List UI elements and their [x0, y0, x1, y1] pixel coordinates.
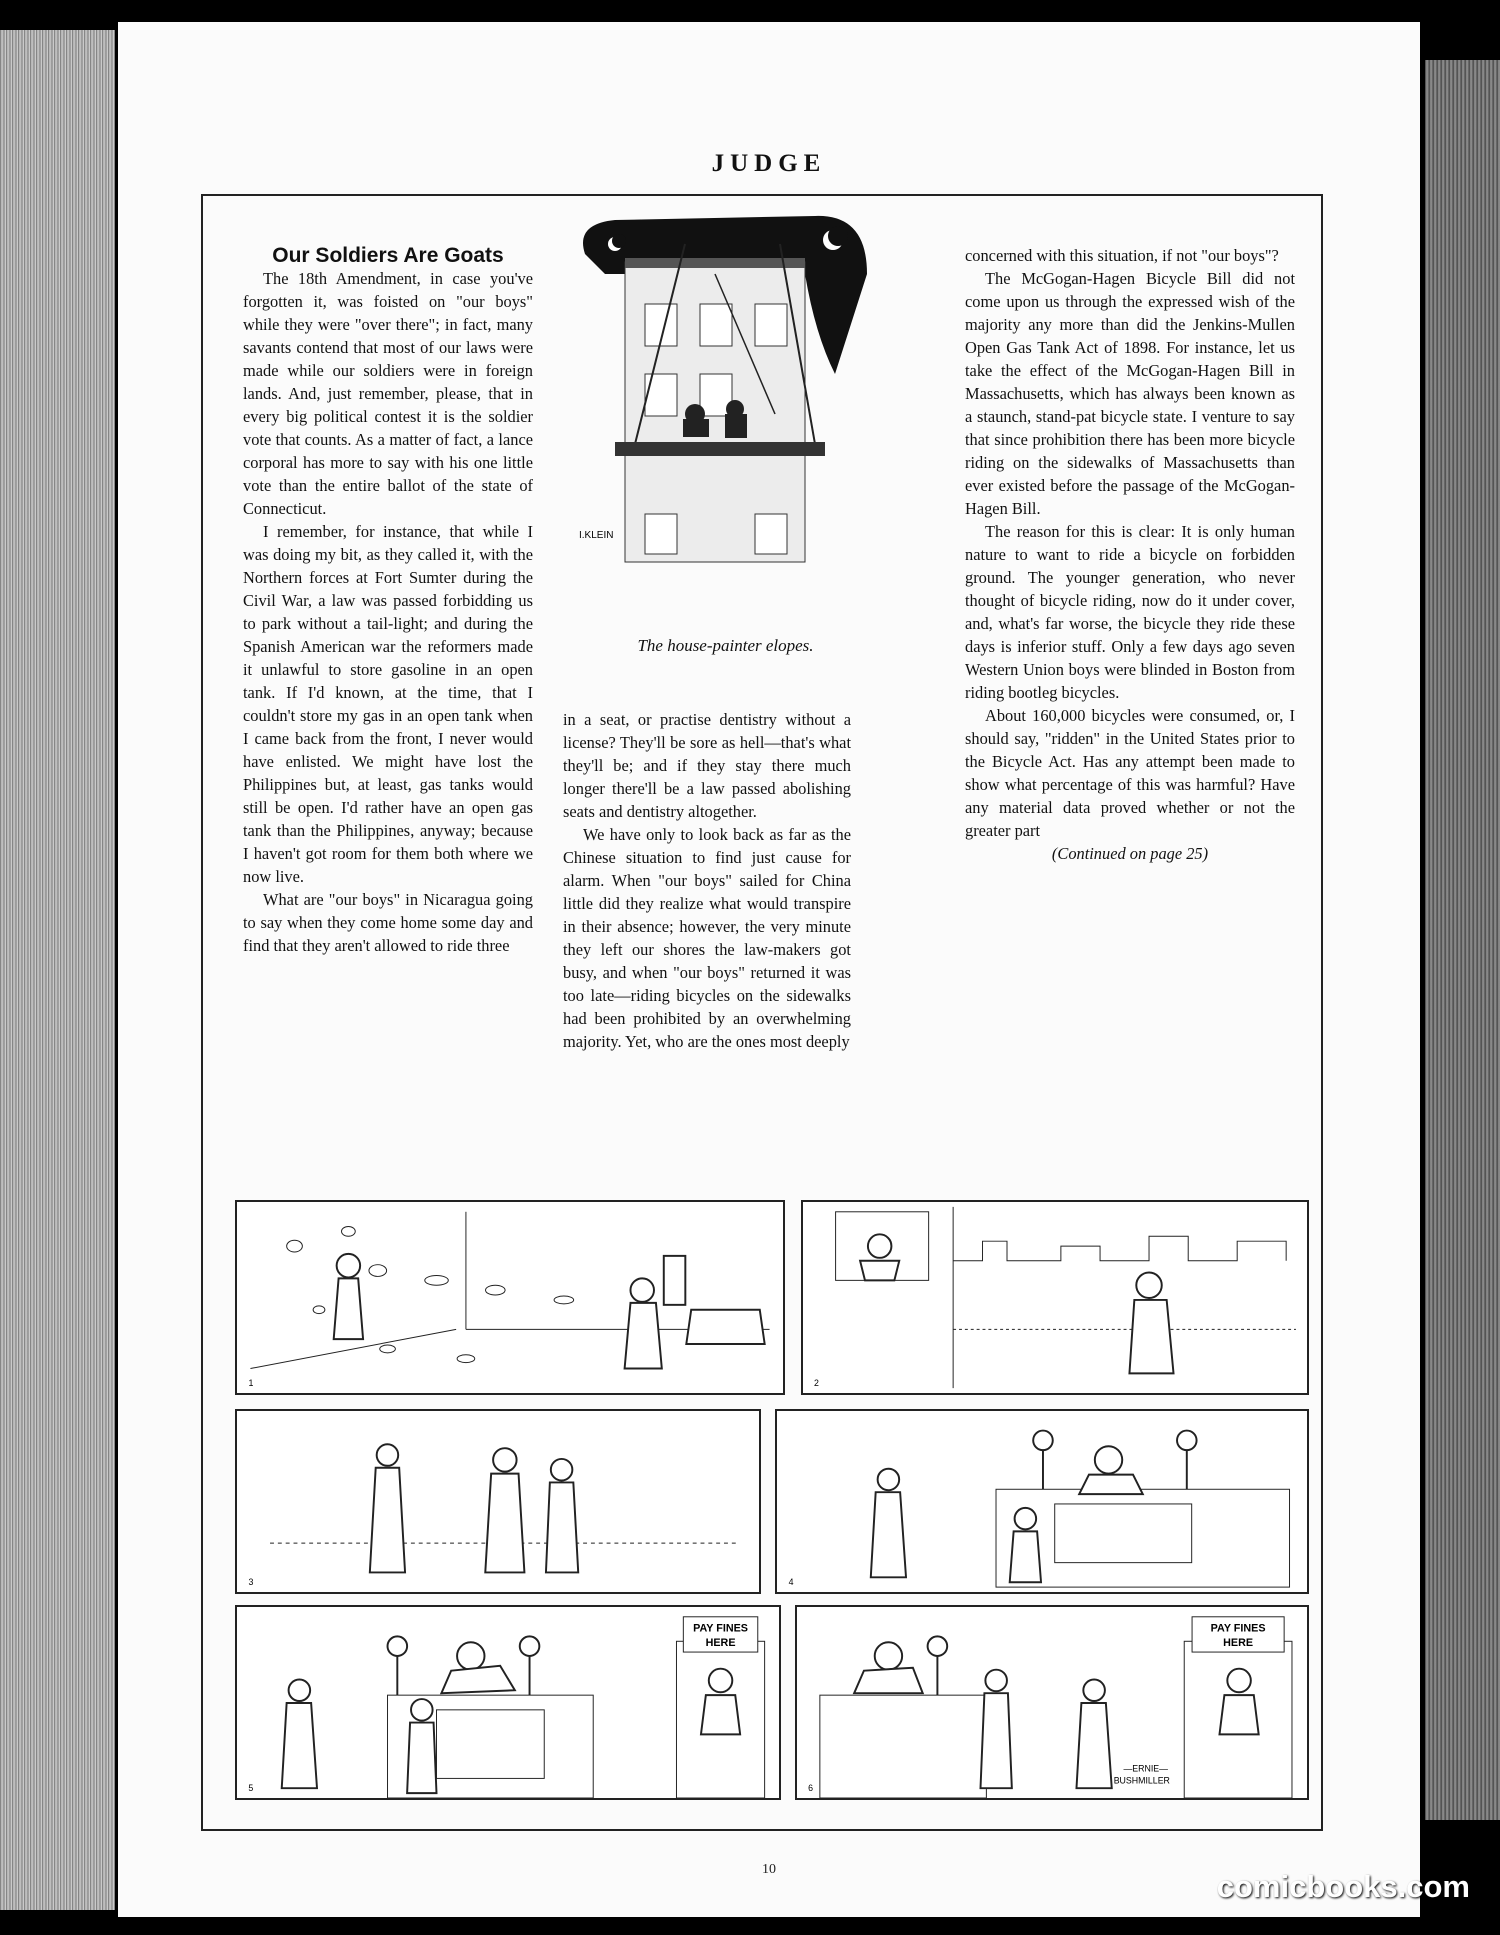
paragraph: concerned with this situation, if not "our boys"? — [965, 246, 1279, 265]
illustration-caption: The house-painter elopes. — [637, 636, 814, 655]
pay-fines-sign-line1: PAY FINES — [1210, 1622, 1266, 1635]
panel-number: 5 — [248, 1783, 254, 1794]
comic-panel-6 — [795, 1605, 1309, 1800]
paragraph: The McGogan-Hagen Bicycle Bill did not come upon us through the expressed wish of the majority any more than did the Jenkins-Mullen Open Gas Tank Act of 1898. For instance, let us take the effect of the McGogan-Hagen Bill in Massachusetts, which has always been known as a staunch, stand-pat bicycle state. I venture to say that since prohibition there has been more bicycle riding on the sidewalks of Massachusetts than ever existed before the passage of the McGogan-Hagen Bill. — [965, 269, 1295, 518]
content-frame — [201, 194, 1323, 1831]
paragraph: About 160,000 bicycles were consumed, or, I should say, "ridden" in the United States prior to the Bicycle Act. Has any attempt been made to show what percentage of this was harmful? Have any material data proved whether or not the greater part — [965, 706, 1295, 840]
comic-panel-5 — [235, 1605, 781, 1800]
illustrator-signature: I.KLEIN — [579, 530, 614, 541]
watermark: comicbooks.com — [1216, 1869, 1470, 1904]
comic-panel-3 — [235, 1409, 761, 1594]
pay-fines-sign-line2: HERE — [1223, 1637, 1254, 1650]
page-number: 10 — [762, 1862, 776, 1877]
house-painter-illustration — [575, 214, 871, 584]
panel-number: 6 — [808, 1783, 814, 1794]
comic-panel-2 — [801, 1200, 1309, 1395]
panel-number: 4 — [788, 1577, 794, 1588]
cartoonist-signature-line1: —ERNIE— — [1123, 1763, 1168, 1774]
panel-number: 2 — [814, 1378, 819, 1389]
paragraph: I remember, for instance, that while I was doing my bit, as they called it, with the Northern forces at Fort Sumter during the Civil War, a law was passed forbidding us to park without a tail-light; and during the Spanish American war the reformers made it unlawful to store gasoline in an open tank. If I'd known, at the time, that I couldn't store my gas in an open tank when I came back from the front, I never would have enlisted. We might have lost the Philippines but, at least, gas tanks would still be open. I'd rather have an open gas tank than the Philippines, anyway; because I haven't got room for them both where we now live. — [243, 522, 533, 886]
panel-number: 1 — [248, 1378, 254, 1389]
masthead: JUDGE — [711, 150, 827, 177]
article-column-3 — [965, 244, 1295, 865]
panel-number: 3 — [248, 1577, 254, 1588]
paragraph: in a seat, or practise dentistry without a license? They'll be sore as hell—that's what they'll be; and if they stay there much longer there'll be a law passed abolishing seats and dentistry altogether. — [563, 710, 851, 821]
comic-panel-1 — [235, 1200, 785, 1395]
paragraph: The 18th Amendment, in case you've forgotten it, was foisted on "our boys" while they were "over there"; in fact, many savants contend that most of our laws were made while our soldiers were in foreign lands. And, just remember, please, that in every big political contest it is the soldier vote that counts. As a matter of fact, a lance corporal has more to say with his one little vote than the entire ballot of the state of Connecticut. — [243, 269, 533, 518]
article-title: Our Soldiers Are Goats — [272, 244, 504, 267]
comic-panel-4 — [775, 1409, 1309, 1594]
paragraph: What are "our boys" in Nicaragua going to say when they come home some day and find that they aren't allowed to ride three — [243, 890, 533, 955]
article-column-1 — [243, 244, 533, 957]
pay-fines-sign-line1: PAY FINES — [693, 1622, 748, 1635]
cartoonist-signature-line2: BUSHMILLER — [1113, 1775, 1170, 1786]
continued-note: (Continued on page 25) — [1051, 844, 1209, 863]
paragraph: The reason for this is clear: It is only human nature to want to ride a bicycle on forbidden ground. The younger generation, who never thought of bicycle riding, now do it under cover, and, what's far worse, the bicycle they ride these days is inferior stuff. Only a few days ago seven Western Union boys were blinded in Boston from riding bootleg bicycles. — [965, 522, 1295, 702]
book-spine-right — [1425, 60, 1500, 1820]
book-spine-left — [0, 30, 115, 1910]
article-column-2 — [563, 708, 851, 1053]
pay-fines-sign-line2: HERE — [705, 1637, 736, 1650]
magazine-page — [118, 22, 1420, 1917]
paragraph: We have only to look back as far as the Chinese situation to find just cause for alarm. When "our boys" sailed for China little did they realize what would transpire in their absence; however, the very minute they left our shores the law-makers got busy, and when "our boys" returned it was too late—riding bicycles on the sidewalks had been prohibited by an overwhelming majority. Yet, who are the ones most deeply — [563, 825, 851, 1051]
